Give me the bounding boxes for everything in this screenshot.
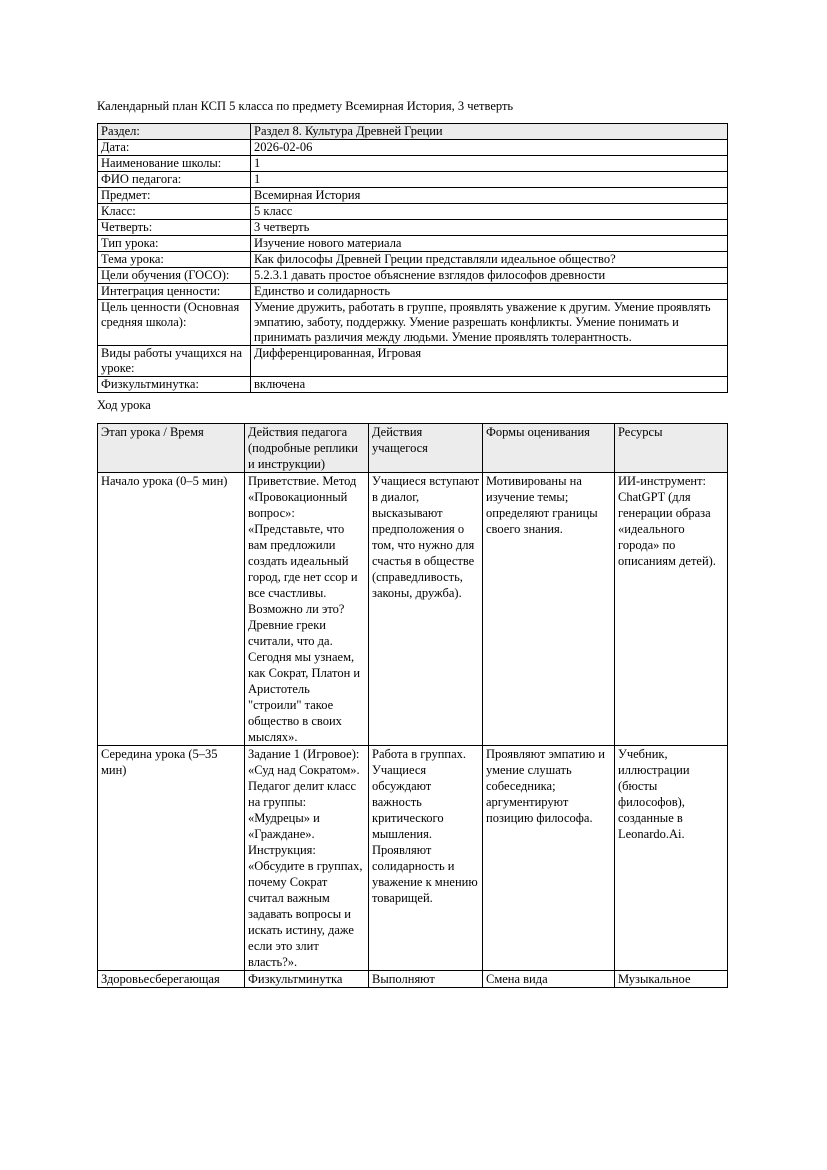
assessment-cell: Мотивированы на изучение темы; определяют границы своего знания. [483, 473, 615, 746]
info-value-cell: 5 класс [251, 204, 728, 220]
info-row [98, 377, 728, 393]
info-table [97, 123, 728, 393]
info-label-cell: Виды работы учащихся на уроке: [98, 346, 251, 377]
info-label-cell: Четверть: [98, 220, 251, 236]
stage-cell: Здоровьесберегающая [98, 971, 245, 988]
info-label-cell: Дата: [98, 140, 251, 156]
info-value-cell: Всемирная История [251, 188, 728, 204]
info-row [98, 124, 728, 140]
lesson-table [97, 423, 728, 988]
document-page [97, 99, 727, 988]
info-row [98, 172, 728, 188]
info-label-cell: Тема урока: [98, 252, 251, 268]
teacher-actions-cell: Задание 1 (Игровое): «Суд над Сократом». Педагог делит класс на группы: «Мудрецы» и «Граждане». Инструкция: «Обсудите в группах, почему Сократ считал важным задавать вопросы и искать истину, даже если это злит власть?». [245, 746, 369, 971]
assessment-cell: Проявляют эмпатию и умение слушать собеседника; аргументируют позицию философа. [483, 746, 615, 971]
info-value-cell: Раздел 8. Культура Древней Греции [251, 124, 728, 140]
student-actions-cell: Учащиеся вступают в диалог, высказывают предположения о том, что нужно для счастья в обществе (справедливость, законы, дружба). [369, 473, 483, 746]
info-label-cell: Тип урока: [98, 236, 251, 252]
info-value-cell: Изучение нового материала [251, 236, 728, 252]
info-value-cell: Единство и солидарность [251, 284, 728, 300]
info-row [98, 204, 728, 220]
info-label-cell: Физкультминутка: [98, 377, 251, 393]
info-row [98, 220, 728, 236]
info-value-cell: Дифференцированная, Игровая [251, 346, 728, 377]
info-label-cell: Цель ценности (Основная средняя школа): [98, 300, 251, 346]
lesson-row-middle [98, 746, 728, 971]
lesson-flow-heading: Ход урока [97, 398, 151, 412]
header-cell-student-actions: Действия учащегося [369, 424, 483, 473]
stage-cell: Середина урока (5–35 мин) [98, 746, 245, 971]
info-row [98, 268, 728, 284]
lesson-table-header-row [98, 424, 728, 473]
info-value-cell: Как философы Древней Греции представляли идеальное общество? [251, 252, 728, 268]
info-value-cell: 1 [251, 172, 728, 188]
info-label-cell: Цели обучения (ГОСО): [98, 268, 251, 284]
info-row [98, 236, 728, 252]
teacher-actions-cell: Физкультминутка [245, 971, 369, 988]
info-label-cell: ФИО педагога: [98, 172, 251, 188]
info-value-cell: 3 четверть [251, 220, 728, 236]
resources-cell: Учебник, иллюстрации (бюсты философов), созданные в Leonardo.Ai. [615, 746, 728, 971]
info-value-cell: 5.2.3.1 давать простое объяснение взглядов философов древности [251, 268, 728, 284]
info-label-cell: Наименование школы: [98, 156, 251, 172]
info-label-cell: Класс: [98, 204, 251, 220]
student-actions-cell: Выполняют [369, 971, 483, 988]
assessment-cell: Смена вида [483, 971, 615, 988]
info-label-cell: Раздел: [98, 124, 251, 140]
teacher-actions-cell: Приветствие. Метод «Провокационный вопрос»: «Представьте, что вам предложили создать идеальный город, где нет ссор и все счастливы. Возможно ли это? Древние греки считали, что да. Сегодня мы узнаем, как Сократ, Платон и Аристотель "строили" такое общество в своих мыслях». [245, 473, 369, 746]
stage-cell: Начало урока (0–5 мин) [98, 473, 245, 746]
info-value-cell: Умение дружить, работать в группе, проявлять уважение к другим. Умение проявлять эмпатию, заботу, поддержку. Умение разрешать конфликты. Умение понимать и принимать различия между людьми. Умение проявлять толерантность. [251, 300, 728, 346]
info-row [98, 188, 728, 204]
info-value-cell: включена [251, 377, 728, 393]
info-row [98, 300, 728, 346]
document-title: Календарный план КСП 5 класса по предмету Всемирная История, 3 четверть [97, 99, 514, 113]
lesson-row-health [98, 971, 728, 988]
info-label-cell: Предмет: [98, 188, 251, 204]
lesson-row-start [98, 473, 728, 746]
info-row [98, 156, 728, 172]
info-row [98, 140, 728, 156]
student-actions-cell: Работа в группах. Учащиеся обсуждают важность критического мышления. Проявляют солидарность и уважение к мнению товарищей. [369, 746, 483, 971]
info-value-cell: 1 [251, 156, 728, 172]
header-cell-stage: Этап урока / Время [98, 424, 245, 473]
resources-cell: ИИ-инструмент: ChatGPT (для генерации образа «идеального города» по описаниям детей). [615, 473, 728, 746]
resources-cell: Музыкальное [615, 971, 728, 988]
info-value-cell: 2026-02-06 [251, 140, 728, 156]
header-cell-teacher-actions: Действия педагога (подробные реплики и инструкции) [245, 424, 369, 473]
info-row [98, 252, 728, 268]
header-cell-assessment: Формы оценивания [483, 424, 615, 473]
info-row [98, 284, 728, 300]
header-cell-resources: Ресурсы [615, 424, 728, 473]
info-row [98, 346, 728, 377]
info-label-cell: Интеграция ценности: [98, 284, 251, 300]
